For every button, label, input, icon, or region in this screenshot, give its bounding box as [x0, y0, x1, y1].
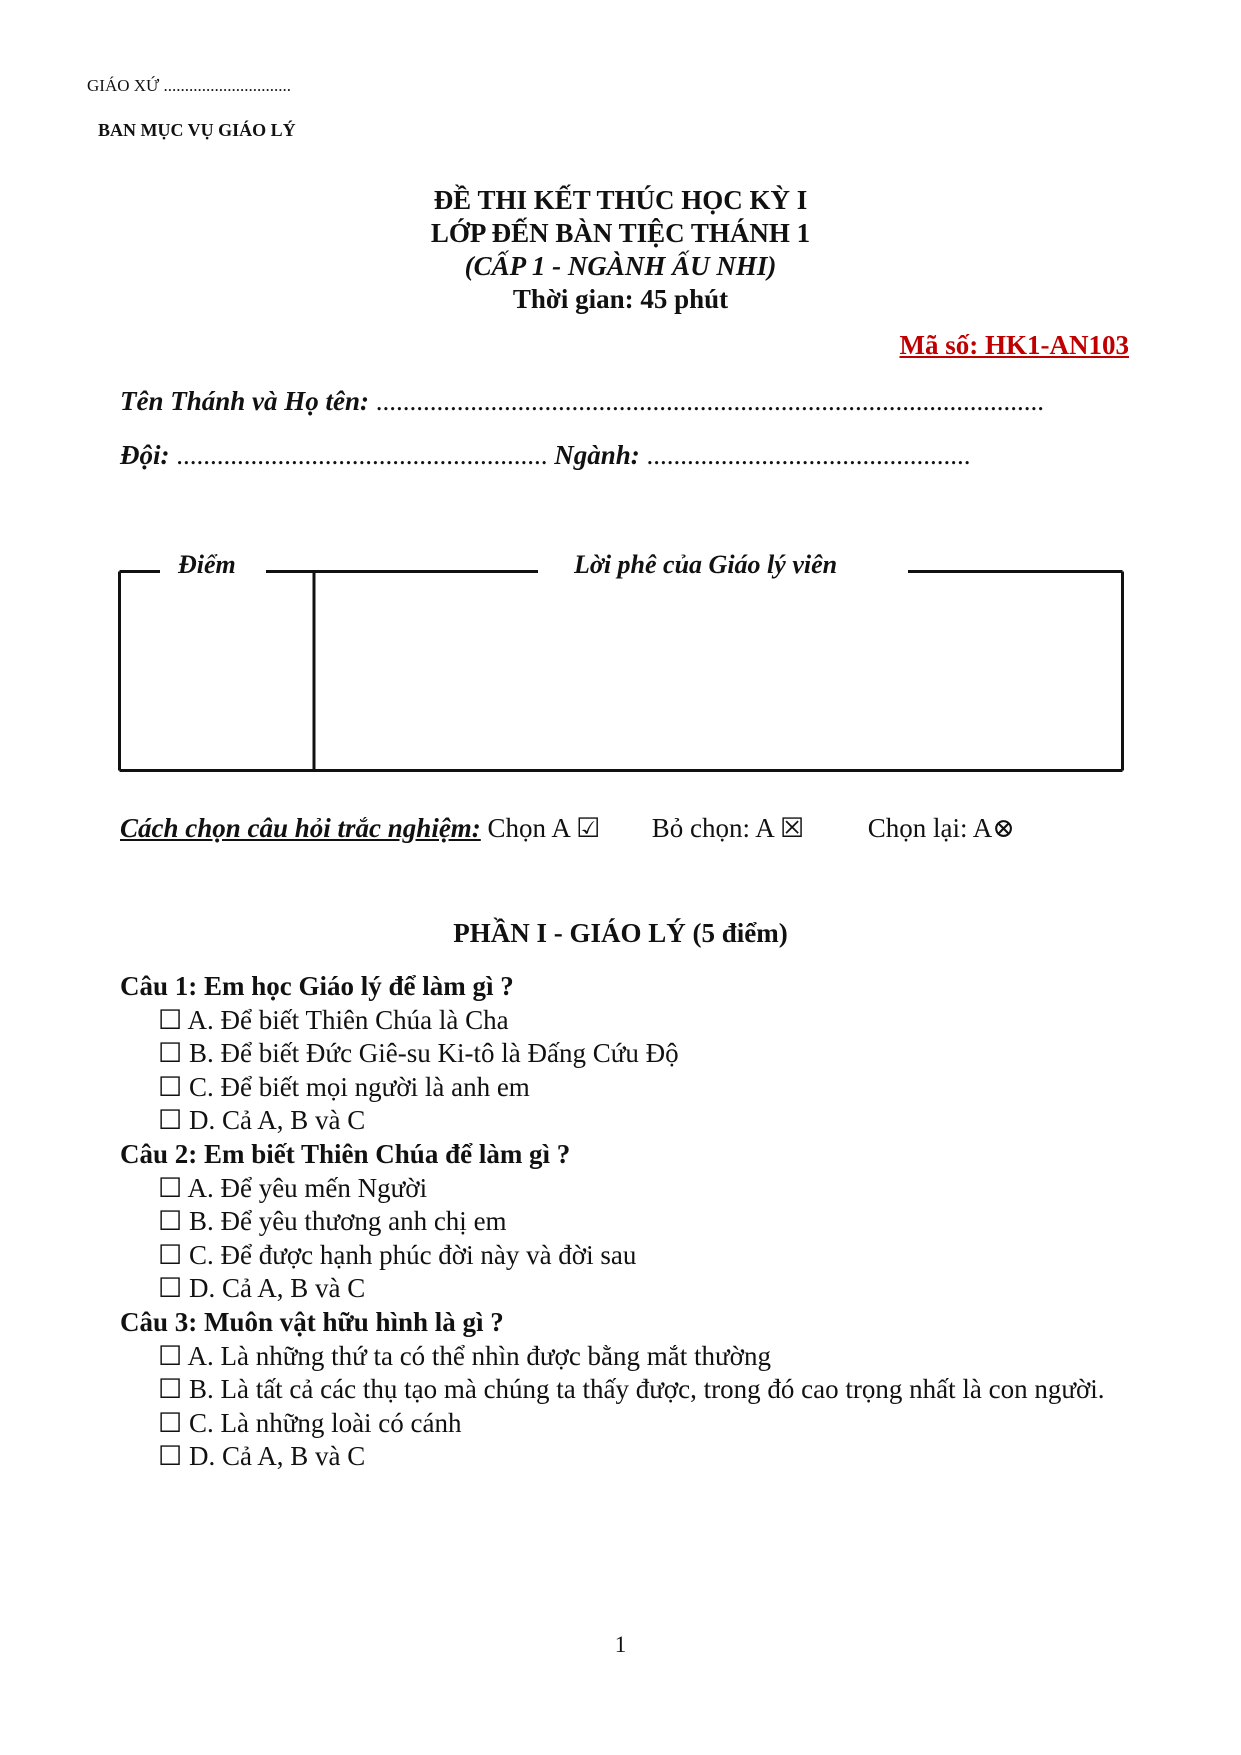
- instructions-label: Cách chọn câu hỏi trắc nghiệm:: [120, 813, 481, 843]
- title-line-1: ĐỀ THI KẾT THÚC HỌC KỲ I: [433, 185, 808, 215]
- question-3-option-a[interactable]: ☐ A. Là những thứ ta có thể nhìn được bằng mắt thường: [158, 1340, 771, 1371]
- team-branch-field: [120, 440, 971, 471]
- name-blank: ...................................................................................................: [375, 386, 1045, 416]
- page-number: 1: [614, 1632, 627, 1657]
- question-3-title: Câu 3: Muôn vật hữu hình là gì ?: [120, 1306, 504, 1337]
- question-1-option-d[interactable]: ☐ D. Cả A, B và C: [158, 1105, 366, 1136]
- team-label: Đội:: [120, 440, 170, 470]
- question-3-option-d[interactable]: ☐ D. Cả A, B và C: [158, 1441, 366, 1472]
- title-line-2: LỚP ĐẾN BÀN TIỆC THÁNH 1: [430, 218, 811, 248]
- question-3-option-b[interactable]: ☐ B. Là tất cả các thụ tạo mà chúng ta thấy được, trong đó cao trọng nhất là con người.: [158, 1374, 1105, 1405]
- question-2-option-d[interactable]: ☐ D. Cả A, B và C: [158, 1273, 366, 1304]
- part-1-title: PHẦN I - GIÁO LÝ (5 điểm): [453, 918, 788, 948]
- question-1-option-b[interactable]: ☐ B. Để biết Đức Giê-su Ki-tô là Đấng Cứu Độ: [158, 1038, 679, 1069]
- exam-title: [0, 184, 1241, 316]
- catechism-board: BAN MỤC VỤ GIÁO LÝ: [98, 120, 296, 140]
- exam-code: Mã số: HK1-AN103: [899, 330, 1129, 360]
- question-2-option-b[interactable]: ☐ B. Để yêu thương anh chị em: [158, 1206, 507, 1237]
- question-list: [120, 970, 1128, 1474]
- grade-box-frame: [118, 570, 1124, 772]
- grade-comment-box: [118, 550, 1124, 772]
- question-1-option-a[interactable]: ☐ A. Để biết Thiên Chúa là Cha: [158, 1004, 509, 1035]
- question-1-title: Câu 1: Em học Giáo lý để làm gì ?: [120, 971, 514, 1001]
- team-blank: .......................................................: [176, 440, 548, 470]
- question-3-option-c[interactable]: ☐ C. Là những loài có cánh: [158, 1407, 462, 1438]
- answer-instructions: [120, 813, 1015, 844]
- score-label: Điểm: [178, 550, 236, 579]
- title-line-3: (CẤP 1 - NGÀNH ẤU NHI): [464, 251, 777, 281]
- choose-instruction: Chọn A ☑: [487, 813, 601, 843]
- name-field: [120, 386, 1044, 417]
- parish-line: GIÁO XỨ ..............................: [87, 76, 291, 95]
- branch-blank: ................................................: [646, 440, 971, 470]
- branch-label: Ngành:: [554, 440, 640, 470]
- question-2-title: Câu 2: Em biết Thiên Chúa để làm gì ?: [120, 1138, 571, 1169]
- name-label: Tên Thánh và Họ tên:: [120, 386, 370, 416]
- question-2-option-c[interactable]: ☐ C. Để được hạnh phúc đời này và đời sau: [158, 1239, 637, 1270]
- duration: Thời gian: 45 phút: [512, 284, 729, 314]
- unselect-instruction: Bỏ chọn: A ☒: [651, 813, 805, 843]
- question-1-option-c[interactable]: ☐ C. Để biết mọi người là anh em: [158, 1071, 530, 1102]
- question-2-option-a[interactable]: ☐ A. Để yêu mến Người: [158, 1172, 428, 1203]
- teacher-comment-label: Lời phê của Giáo lý viên: [574, 550, 838, 579]
- reselect-instruction: Chọn lại: A⊗: [867, 813, 1015, 843]
